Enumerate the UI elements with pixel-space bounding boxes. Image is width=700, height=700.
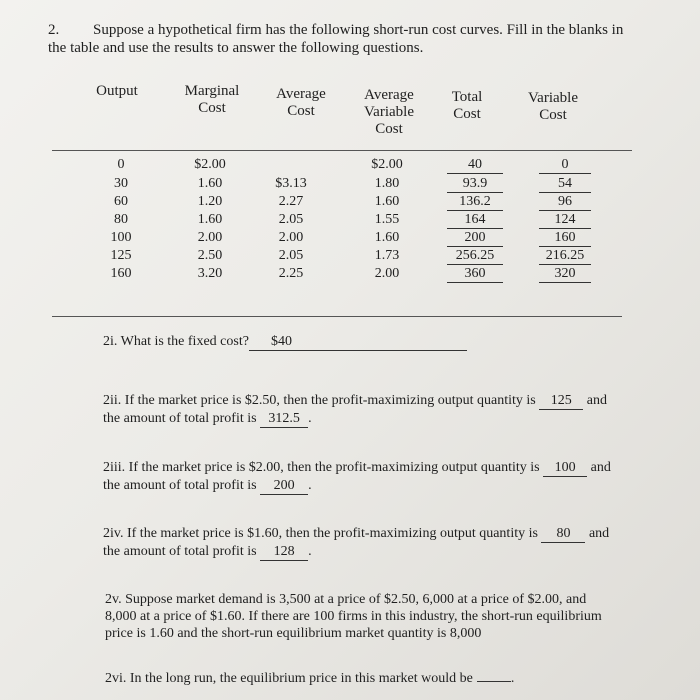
cell-vc[interactable]: 320: [539, 266, 591, 283]
table-bottom-rule: [52, 316, 622, 317]
cell-mc: 1.20: [197, 194, 223, 209]
cell-output: 125: [110, 248, 132, 263]
q2iii-quantity-answer[interactable]: 100: [543, 459, 587, 477]
header-marginal-cost: Marginal Cost: [184, 83, 240, 116]
cell-ac: 2.27: [278, 194, 304, 209]
cell-avc: 1.73: [374, 248, 400, 263]
question-text-line1: Suppose a hypothetical firm has the following short-run cost curves. Fill in the blanks in: [93, 22, 624, 38]
cell-vc[interactable]: 160: [539, 230, 591, 247]
question-2i: [103, 333, 467, 351]
question-2ii-profit-text: the amount of total profit is: [103, 411, 261, 426]
cell-mc: 3.20: [197, 266, 223, 281]
header-output: Output: [96, 83, 138, 99]
cell-tc[interactable]: 256.25: [447, 248, 503, 265]
question-2iv-period: .: [308, 544, 312, 559]
question-2v-line3b: and the short-run equilibrium market quantity is: [173, 626, 450, 641]
question-2iv: [103, 525, 609, 561]
question-2vi-period: .: [510, 671, 515, 686]
cell-tc[interactable]: 164: [447, 212, 503, 229]
question-2iii-period: .: [308, 478, 312, 493]
cell-mc: $2.00: [194, 157, 226, 172]
cell-avc: 1.80: [374, 176, 400, 191]
cell-tc[interactable]: 93.9: [447, 176, 503, 193]
question-2v-line3a: price is: [105, 626, 150, 641]
question-2v-line2: 8,000 at a price of $1.60. If there are 100 firms in this industry, the short-run equilibrium: [105, 609, 602, 624]
question-2iv-text: 2iv. If the market price is $1.60, then the profit-maximizing output quantity is: [103, 526, 542, 541]
cell-vc[interactable]: 0: [539, 157, 591, 174]
question-2ii-and: and: [583, 393, 607, 408]
cell-mc: 2.50: [197, 248, 223, 263]
long-run-price-answer[interactable]: [477, 681, 511, 682]
q2ii-profit-answer[interactable]: 312.5: [260, 410, 308, 428]
question-2iii-text: 2iii. If the market price is $2.00, then the profit-maximizing output quantity is: [103, 460, 544, 475]
equilibrium-quantity-answer[interactable]: 8,000: [449, 626, 482, 641]
cell-vc[interactable]: 216.25: [539, 248, 591, 265]
cell-output: 80: [114, 212, 128, 227]
cell-vc[interactable]: 96: [539, 194, 591, 211]
question-2ii-text: 2ii. If the market price is $2.50, then the profit-maximizing output quantity is: [103, 393, 540, 408]
cell-ac: 2.05: [278, 212, 304, 227]
question-2iii-and: and: [587, 460, 611, 475]
cell-ac: 2.05: [278, 248, 304, 263]
cell-tc[interactable]: 200: [447, 230, 503, 247]
cell-output: 0: [117, 157, 125, 172]
cell-output: 160: [110, 266, 132, 281]
q2ii-quantity-answer[interactable]: 125: [539, 392, 583, 410]
question-number: 2.: [48, 22, 60, 38]
question-2iv-profit-text: the amount of total profit is: [103, 544, 261, 559]
cell-mc: 2.00: [197, 230, 223, 245]
header-total-cost: Total Cost: [451, 89, 483, 122]
question-2v: [105, 591, 602, 642]
question-2i-label: 2i. What is the fixed cost?: [103, 334, 249, 349]
cell-mc: 1.60: [197, 212, 223, 227]
q2iv-quantity-answer[interactable]: 80: [541, 525, 585, 543]
cell-avc: 1.60: [374, 194, 400, 209]
header-average-variable-cost: Average Variable Cost: [364, 87, 414, 137]
cell-output: 30: [114, 176, 128, 191]
question-text-line2: the table and use the results to answer the following questions.: [48, 40, 424, 56]
cell-ac: 2.00: [278, 230, 304, 245]
question-2iii-profit-text: the amount of total profit is: [103, 478, 261, 493]
q2iii-profit-answer[interactable]: 200: [260, 477, 308, 495]
cell-avc: 2.00: [374, 266, 400, 281]
cell-tc[interactable]: 360: [447, 266, 503, 283]
cell-output: 100: [110, 230, 132, 245]
cell-avc: 1.60: [374, 230, 400, 245]
cell-tc[interactable]: 40: [447, 157, 503, 174]
question-2vi: [105, 670, 514, 687]
cell-ac: $3.13: [275, 176, 307, 191]
cell-output: 60: [114, 194, 128, 209]
table-top-rule: [52, 150, 632, 151]
cell-tc[interactable]: 136.2: [447, 194, 503, 211]
question-2iv-and: and: [585, 526, 610, 541]
header-variable-cost: Variable Cost: [528, 90, 578, 123]
cell-ac: 2.25: [278, 266, 304, 281]
cell-mc: 1.60: [197, 176, 223, 191]
q2iv-profit-answer[interactable]: 128: [260, 543, 308, 561]
equilibrium-price-answer[interactable]: 1.60: [149, 626, 174, 641]
fixed-cost-answer[interactable]: $40: [249, 333, 467, 351]
question-2v-line1: 2v. Suppose market demand is 3,500 at a price of $2.50, 6,000 at a price of $2.00, and: [105, 592, 587, 607]
cell-avc: $2.00: [371, 157, 403, 172]
header-average-cost: Average Cost: [276, 86, 326, 119]
question-2vi-text: 2vi. In the long run, the equilibrium price in this market would be: [105, 671, 473, 686]
question-2iii: [103, 459, 611, 495]
cell-vc[interactable]: 54: [539, 176, 591, 193]
cell-vc[interactable]: 124: [539, 212, 591, 229]
cell-avc: 1.55: [374, 212, 400, 227]
question-2ii-period: .: [308, 411, 312, 426]
question-2ii: [103, 392, 607, 428]
